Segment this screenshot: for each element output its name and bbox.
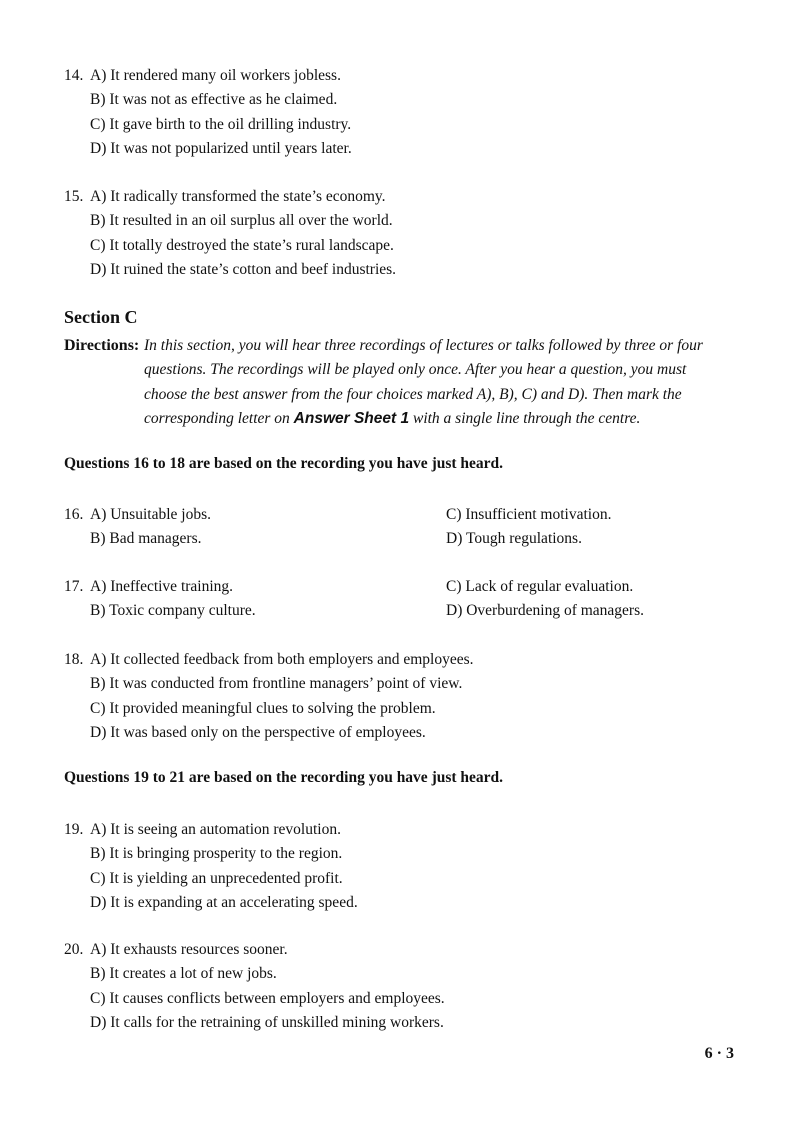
option-b: B) It resulted in an oil surplus all over the world. <box>90 212 393 230</box>
option-d: D) It is expanding at an accelerating speed. <box>90 893 358 911</box>
question-number: 17. <box>64 578 84 595</box>
question-16 <box>64 503 744 552</box>
option-a: A) Ineffective training. <box>90 578 234 595</box>
question-number: 18. <box>64 651 84 668</box>
option-line <box>64 672 744 696</box>
option-line <box>64 962 744 986</box>
option-a: A) It rendered many oil workers jobless. <box>90 67 341 84</box>
option-line <box>64 137 744 161</box>
option-b: B) It was not as effective as he claimed. <box>90 91 338 109</box>
option-a: A) It exhausts resources sooner. <box>90 941 288 958</box>
option-line <box>64 938 744 962</box>
directions-text: corresponding letter on <box>144 409 294 427</box>
option-line <box>64 721 744 745</box>
option-c: C) It gave birth to the oil drilling industry. <box>90 115 352 133</box>
group-header-16-18: Questions 16 to 18 are based on the recording you have just heard. <box>64 455 504 472</box>
option-c: C) It causes conflicts between employers and employees. <box>90 989 445 1007</box>
option-d: D) Tough regulations. <box>446 530 582 548</box>
option-line <box>64 891 744 915</box>
option-d: D) It calls for the retraining of unskilled mining workers. <box>90 1013 444 1031</box>
directions-text: with a single line through the centre. <box>409 409 641 427</box>
option-line <box>64 209 744 233</box>
option-line <box>64 987 744 1011</box>
question-15 <box>64 185 744 282</box>
option-c: C) Lack of regular evaluation. <box>446 578 634 595</box>
option-b: B) It was conducted from frontline managers’ point of view. <box>90 675 463 693</box>
option-a: A) It is seeing an automation revolution. <box>90 821 341 838</box>
directions-line-4 <box>144 407 736 431</box>
directions-line-2: questions. The recordings will be played only once. After you hear a question, you must <box>144 361 687 379</box>
question-19 <box>64 818 744 915</box>
option-d: D) It ruined the state’s cotton and beef industries. <box>90 260 397 278</box>
option-a: A) Unsuitable jobs. <box>90 506 211 523</box>
option-line <box>64 64 744 88</box>
question-number: 14. <box>64 67 84 84</box>
option-line <box>64 648 744 672</box>
answer-sheet-label: Answer Sheet 1 <box>293 409 410 427</box>
option-a: A) It radically transformed the state’s economy. <box>90 188 386 205</box>
option-line <box>64 234 744 258</box>
option-line <box>64 258 744 282</box>
option-c: C) It is yielding an unprecedented profit. <box>90 869 343 887</box>
question-20 <box>64 938 744 1035</box>
option-b: B) Bad managers. <box>90 530 202 548</box>
section-title: Section C <box>64 307 138 327</box>
option-d: D) It was based only on the perspective of employees. <box>90 723 426 741</box>
option-a: A) It collected feedback from both employers and employees. <box>90 651 474 668</box>
option-line <box>64 185 744 209</box>
option-line <box>64 113 744 137</box>
option-b: B) It is bringing prosperity to the region. <box>90 845 343 863</box>
directions <box>64 334 736 431</box>
question-18 <box>64 648 744 745</box>
option-b: B) Toxic company culture. <box>90 602 256 620</box>
directions-line-3: choose the best answer from the four choices marked A), B), C) and D). Then mark the <box>144 385 682 403</box>
question-number: 20. <box>64 941 84 958</box>
option-c: C) Insufficient motivation. <box>446 506 612 523</box>
question-17 <box>64 575 744 624</box>
directions-line-1: In this section, you will hear three recordings of lectures or talks followed by three or four <box>144 337 703 354</box>
option-d: D) It was not popularized until years later. <box>90 139 352 157</box>
option-d: D) Overburdening of managers. <box>446 602 644 620</box>
directions-label: Directions: <box>64 337 140 354</box>
option-line <box>64 842 744 866</box>
question-number: 16. <box>64 506 84 523</box>
option-b: B) It creates a lot of new jobs. <box>90 965 277 983</box>
question-14 <box>64 64 744 161</box>
option-line <box>64 867 744 891</box>
question-number: 15. <box>64 188 84 205</box>
option-line <box>64 697 744 721</box>
option-c: C) It totally destroyed the state’s rural landscape. <box>90 236 394 254</box>
group-header-19-21: Questions 19 to 21 are based on the recording you have just heard. <box>64 769 504 786</box>
option-line <box>64 818 744 842</box>
option-c: C) It provided meaningful clues to solving the problem. <box>90 699 436 717</box>
option-line <box>64 88 744 112</box>
page-number: 6 · 3 <box>704 1045 734 1062</box>
option-line <box>64 1011 744 1035</box>
question-number: 19. <box>64 821 84 838</box>
